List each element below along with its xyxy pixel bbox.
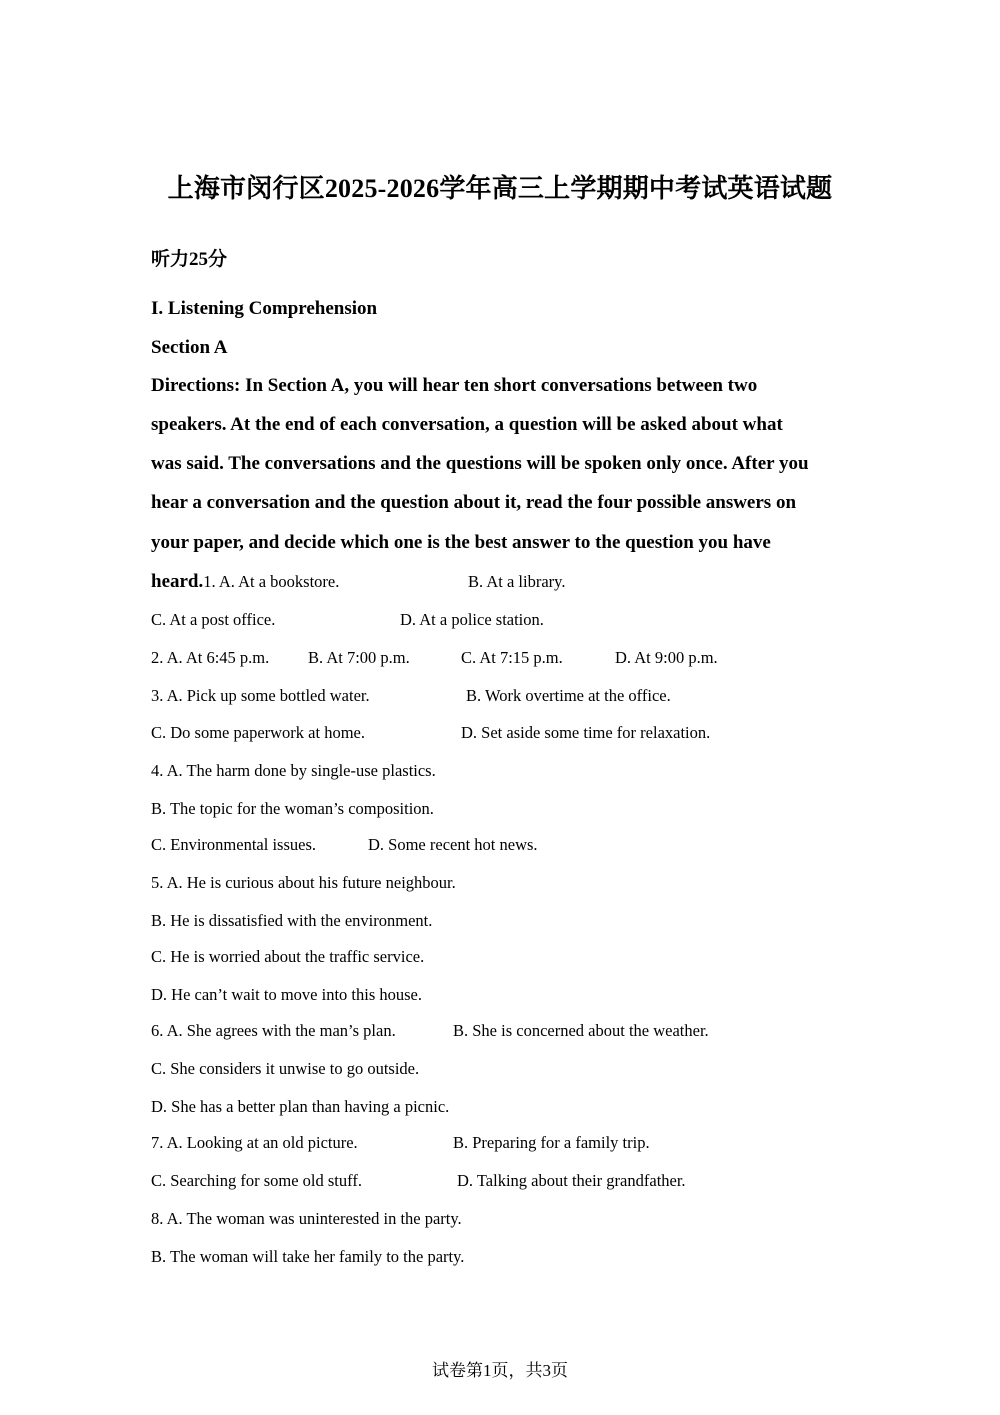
q7-option-c: C. Searching for some old stuff. (151, 1171, 362, 1190)
q2-option-b: B. At 7:00 p.m. (308, 648, 410, 667)
q1-option-d: D. At a police station. (400, 610, 544, 629)
q8-option-a: 8. A. The woman was uninterested in the party. (151, 1209, 462, 1228)
q5-option-d: D. He can’t wait to move into this house. (151, 985, 422, 1004)
q4-option-d: D. Some recent hot news. (368, 835, 538, 854)
directions-line-4: hear a conversation and the question about it, read the four possible answers on (151, 492, 797, 513)
q3-option-c: C. Do some paperwork at home. (151, 723, 365, 742)
directions-last-word: heard. (151, 571, 204, 592)
directions-line-3: was said. The conversations and the questions will be spoken only once. After you (151, 453, 809, 474)
q7-option-a: 7. A. Looking at an old picture. (151, 1133, 358, 1152)
q7-option-b: B. Preparing for a family trip. (453, 1133, 650, 1152)
q5-option-b: B. He is dissatisfied with the environment. (151, 911, 433, 930)
directions-last-line (151, 571, 339, 593)
page-footer: 试卷第1页，共3页 (432, 1361, 568, 1380)
q1-option-b: B. At a library. (468, 572, 566, 591)
q6-option-b: B. She is concerned about the weather. (453, 1021, 709, 1040)
q5-option-a: 5. A. He is curious about his future neighbour. (151, 873, 456, 892)
directions-line-1: Directions: In Section A, you will hear ten short conversations between two (151, 375, 758, 396)
q5-option-c: C. He is worried about the traffic service. (151, 947, 425, 966)
q3-option-d: D. Set aside some time for relaxation. (461, 723, 711, 742)
q7-option-d: D. Talking about their grandfather. (457, 1171, 686, 1190)
document-title: 上海市闵行区2025-2026学年高三上学期期中考试英语试题 (167, 174, 833, 203)
q1-option-c: C. At a post office. (151, 610, 276, 629)
q6-option-a: 6. A. She agrees with the man’s plan. (151, 1021, 396, 1040)
listening-score-heading: 听力25分 (151, 249, 228, 270)
part-heading: I. Listening Comprehension (151, 298, 378, 319)
q4-option-b: B. The topic for the woman’s composition. (151, 799, 434, 818)
q3-option-b: B. Work overtime at the office. (466, 686, 671, 705)
directions-line-5: your paper, and decide which one is the best answer to the question you have (151, 532, 771, 553)
directions-line-2: speakers. At the end of each conversation, a question will be asked about what (151, 414, 783, 435)
q6-option-d: D. She has a better plan than having a picnic. (151, 1097, 450, 1116)
q8-option-b: B. The woman will take her family to the party. (151, 1247, 465, 1266)
q1-option-a: 1. A. At a bookstore. (203, 572, 340, 591)
section-heading: Section A (151, 337, 228, 358)
q3-option-a: 3. A. Pick up some bottled water. (151, 686, 370, 705)
q4-option-c: C. Environmental issues. (151, 835, 316, 854)
q4-option-a: 4. A. The harm done by single-use plastics. (151, 761, 436, 780)
q2-option-c: C. At 7:15 p.m. (461, 648, 563, 667)
q6-option-c: C. She considers it unwise to go outside. (151, 1059, 420, 1078)
q2-option-a: 2. A. At 6:45 p.m. (151, 648, 270, 667)
q2-option-d: D. At 9:00 p.m. (615, 648, 718, 667)
